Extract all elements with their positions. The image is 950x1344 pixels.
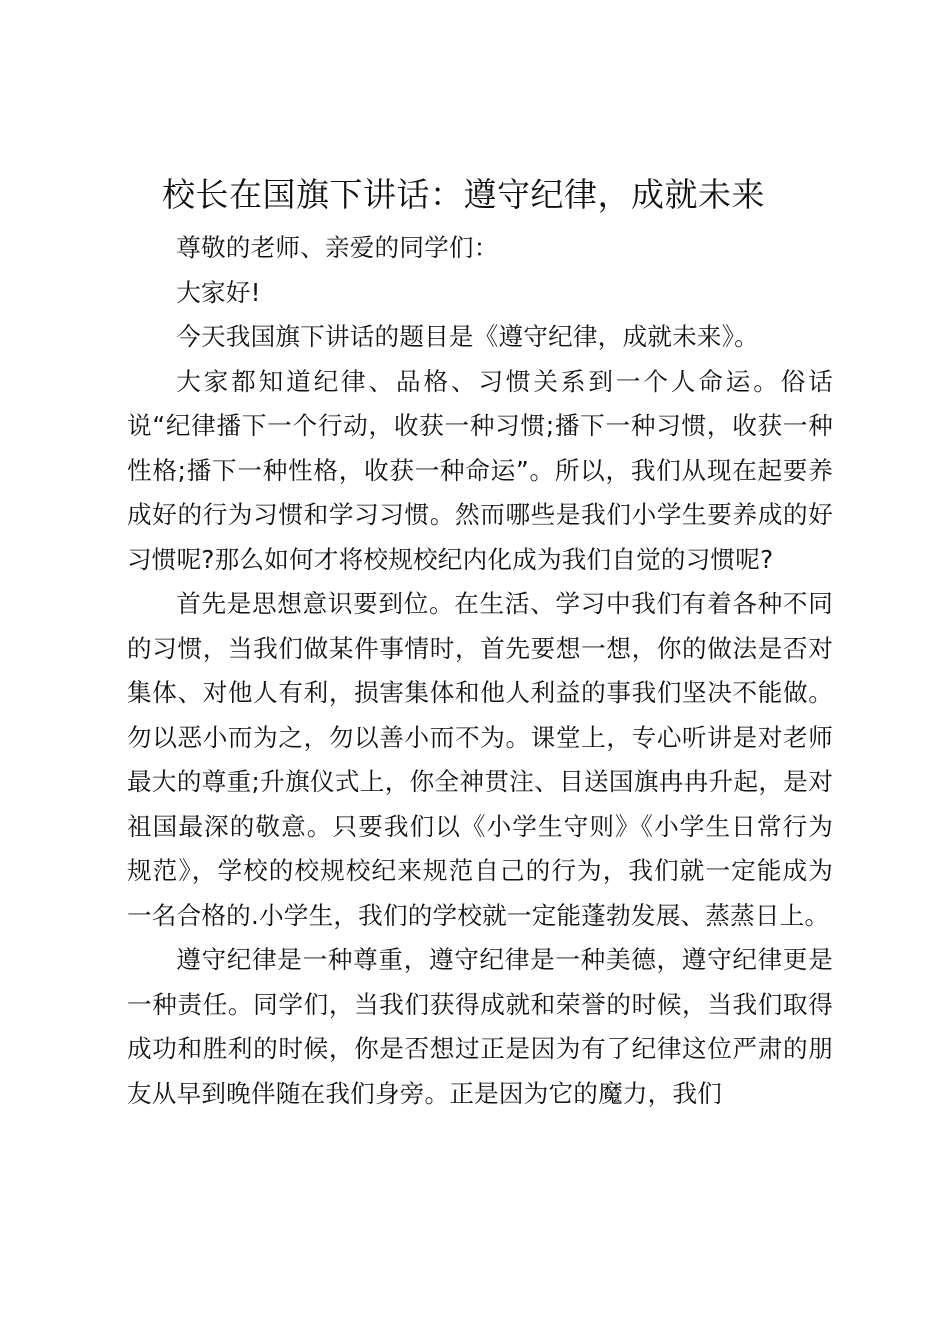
paragraph-habits: 大家都知道纪律、品格、习惯关系到一个人命运。俗话说“纪律播下一个行动，收获一种习惯;播下一种习惯，收获一种性格;播下一种性格，收获一种命运”。所以，我们从现在起要养成好的行为习惯和学习习惯。然而哪些是我们小学生要养成的好习惯呢?那么如何才将校规校纪内化成为我们自觉的习惯呢? xyxy=(127,366,833,574)
paragraph-salutation: 尊敬的老师、亲爱的同学们： xyxy=(176,233,499,262)
paragraph-responsibility: 遵守纪律是一种尊重，遵守纪律是一种美德，遵守纪律更是一种责任。同学们，当我们获得成就和荣誉的时候，当我们取得成功和胜利的时候，你是否想过正是因为有了纪律这位严肃的朋友从早到晚伴随在我们身旁。正是因为它的魔力，我们 xyxy=(127,945,833,1108)
paragraph-mindset: 首先是思想意识要到位。在生活、学习中我们有着各种不同的习惯，当我们做某件事情时，首先要想一想，你的做法是否对集体、对他人有利，损害集体和他人利益的事我们坚决不能做。勿以恶小而为之，勿以善小而不为。课堂上，专心听讲是对老师最大的尊重;升旗仪式上，你全神贯注、目送国旗冉冉升起，是对祖国最深的敬意。只要我们以《小学生守则》《小学生日常行为规范》，学校的校规校纪来规范自己的行为，我们就一定能成为一名合格的.小学生，我们的学校就一定能蓬勃发展、蒸蒸日上。 xyxy=(127,589,833,930)
paragraph-greeting: 大家好! xyxy=(176,277,261,307)
paragraph-topic: 今天我国旗下讲话的题目是《遵守纪律，成就未来》。 xyxy=(176,322,759,351)
document-title: 校长在国旗下讲话：遵守纪律，成就未来 xyxy=(162,175,765,214)
document-body xyxy=(127,226,833,1116)
